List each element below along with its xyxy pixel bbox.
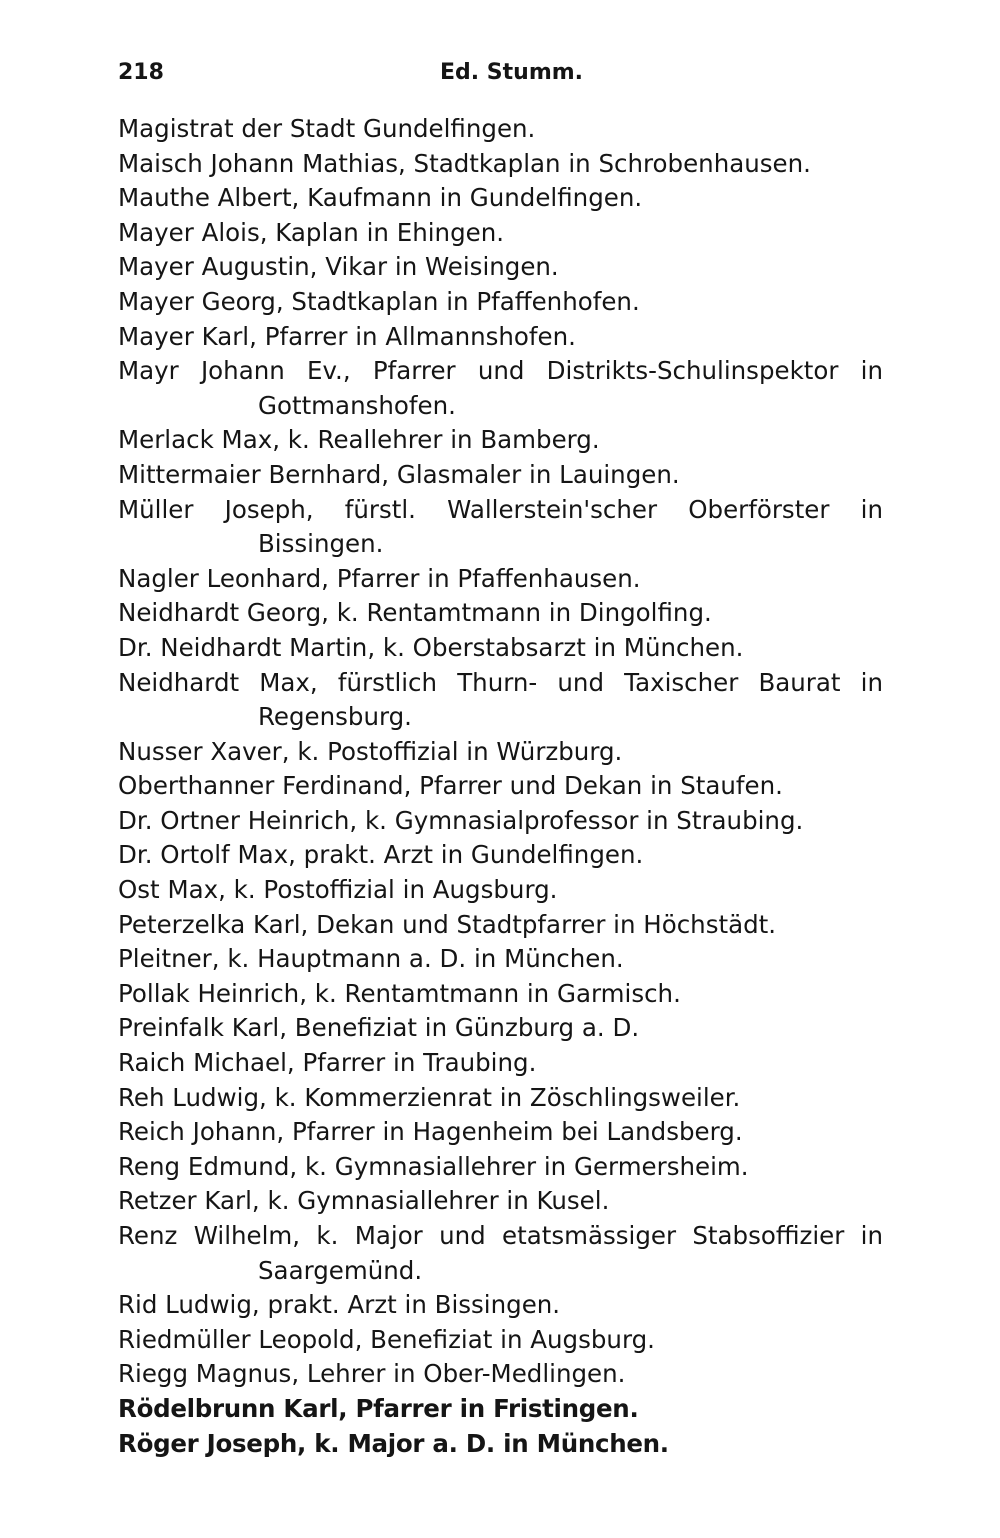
list-entry: Mayer Georg, Stadtkaplan in Pfaffenhofen.: [118, 286, 640, 316]
list-entry: Riedmüller Leopold, Benefiziat in Augsburg.: [118, 1324, 655, 1354]
list-entry: Mauthe Albert, Kaufmann in Gundelfingen.: [118, 183, 643, 213]
list-entry: Reich Johann, Pfarrer in Hagenheim bei Landsberg.: [118, 1117, 743, 1147]
list-entry: Maisch Johann Mathias, Stadtkaplan in Schrobenhausen.: [118, 148, 811, 178]
list-entry: Neidhardt Georg, k. Rentamtmann in Dingolfing.: [118, 598, 712, 628]
list-entry: Reh Ludwig, k. Kommerzienrat in Zöschlingsweiler.: [118, 1082, 741, 1112]
list-entry: Mayer Alois, Kaplan in Ehingen.: [118, 217, 505, 247]
list-entry: Pleitner, k. Hauptmann a. D. in München.: [118, 944, 624, 974]
list-entry: Dr. Ortner Heinrich, k. Gymnasialprofessor in Straubing.: [118, 805, 804, 835]
list-entry: Renz Wilhelm, k. Major und etatsmässiger Stabsoffizier in Saargemünd.: [118, 1221, 883, 1285]
list-entry: Rid Ludwig, prakt. Arzt in Bissingen.: [118, 1290, 561, 1320]
list-entry: Nusser Xaver, k. Postoffizial in Würzburg.: [118, 736, 623, 766]
list-entry: Mayer Augustin, Vikar in Weisingen.: [118, 252, 559, 282]
list-entry: Rödelbrunn Karl, Pfarrer in Fristingen.: [118, 1393, 639, 1423]
page-header: [118, 60, 890, 100]
list-entry: Peterzelka Karl, Dekan und Stadtpfarrer in Höchstädt.: [118, 909, 777, 939]
list-entry: Preinfalk Karl, Benefiziat in Günzburg a. D.: [118, 1013, 640, 1043]
list-entry: Retzer Karl, k. Gymnasiallehrer in Kusel.: [118, 1186, 610, 1216]
list-entry: Müller Joseph, fürstl. Wallerstein'scher Oberförster in Bissingen.: [118, 494, 883, 559]
list-entry: Mittermaier Bernhard, Glasmaler in Lauingen.: [118, 459, 680, 489]
list-entry: Reng Edmund, k. Gymnasiallehrer in Germersheim.: [118, 1151, 749, 1181]
list-entry: Magistrat der Stadt Gundelfingen.: [118, 114, 536, 143]
list-entry: Neidhardt Max, fürstlich Thurn- und Taxischer Baurat in Regensburg.: [118, 667, 883, 732]
list-entry: Mayer Karl, Pfarrer in Allmannshofen.: [118, 321, 576, 351]
list-entry: Riegg Magnus, Lehrer in Ober-Medlingen.: [118, 1359, 626, 1389]
list-entry: Merlack Max, k. Reallehrer in Bamberg.: [118, 425, 600, 455]
running-head: Ed. Stumm.: [440, 60, 584, 85]
list-entry: Mayr Johann Ev., Pfarrer und Distrikts-Schulinspektor in Gottmanshofen.: [118, 356, 883, 420]
list-entry: Oberthanner Ferdinand, Pfarrer und Dekan in Staufen.: [118, 771, 783, 801]
page-number: 218: [118, 60, 164, 85]
list-entry: Pollak Heinrich, k. Rentamtmann in Garmisch.: [118, 978, 681, 1008]
list-entry: Nagler Leonhard, Pfarrer in Pfaffenhausen.: [118, 563, 641, 593]
list-entry: Raich Michael, Pfarrer in Traubing.: [118, 1048, 537, 1078]
list-entry: Ost Max, k. Postoffizial in Augsburg.: [118, 875, 558, 905]
list-entry: Dr. Neidhardt Martin, k. Oberstabsarzt in München.: [118, 632, 744, 662]
list-entry: Röger Joseph, k. Major a. D. in München.: [118, 1428, 669, 1458]
member-list: [118, 112, 883, 1461]
list-entry: Dr. Ortolf Max, prakt. Arzt in Gundelfingen.: [118, 840, 644, 870]
